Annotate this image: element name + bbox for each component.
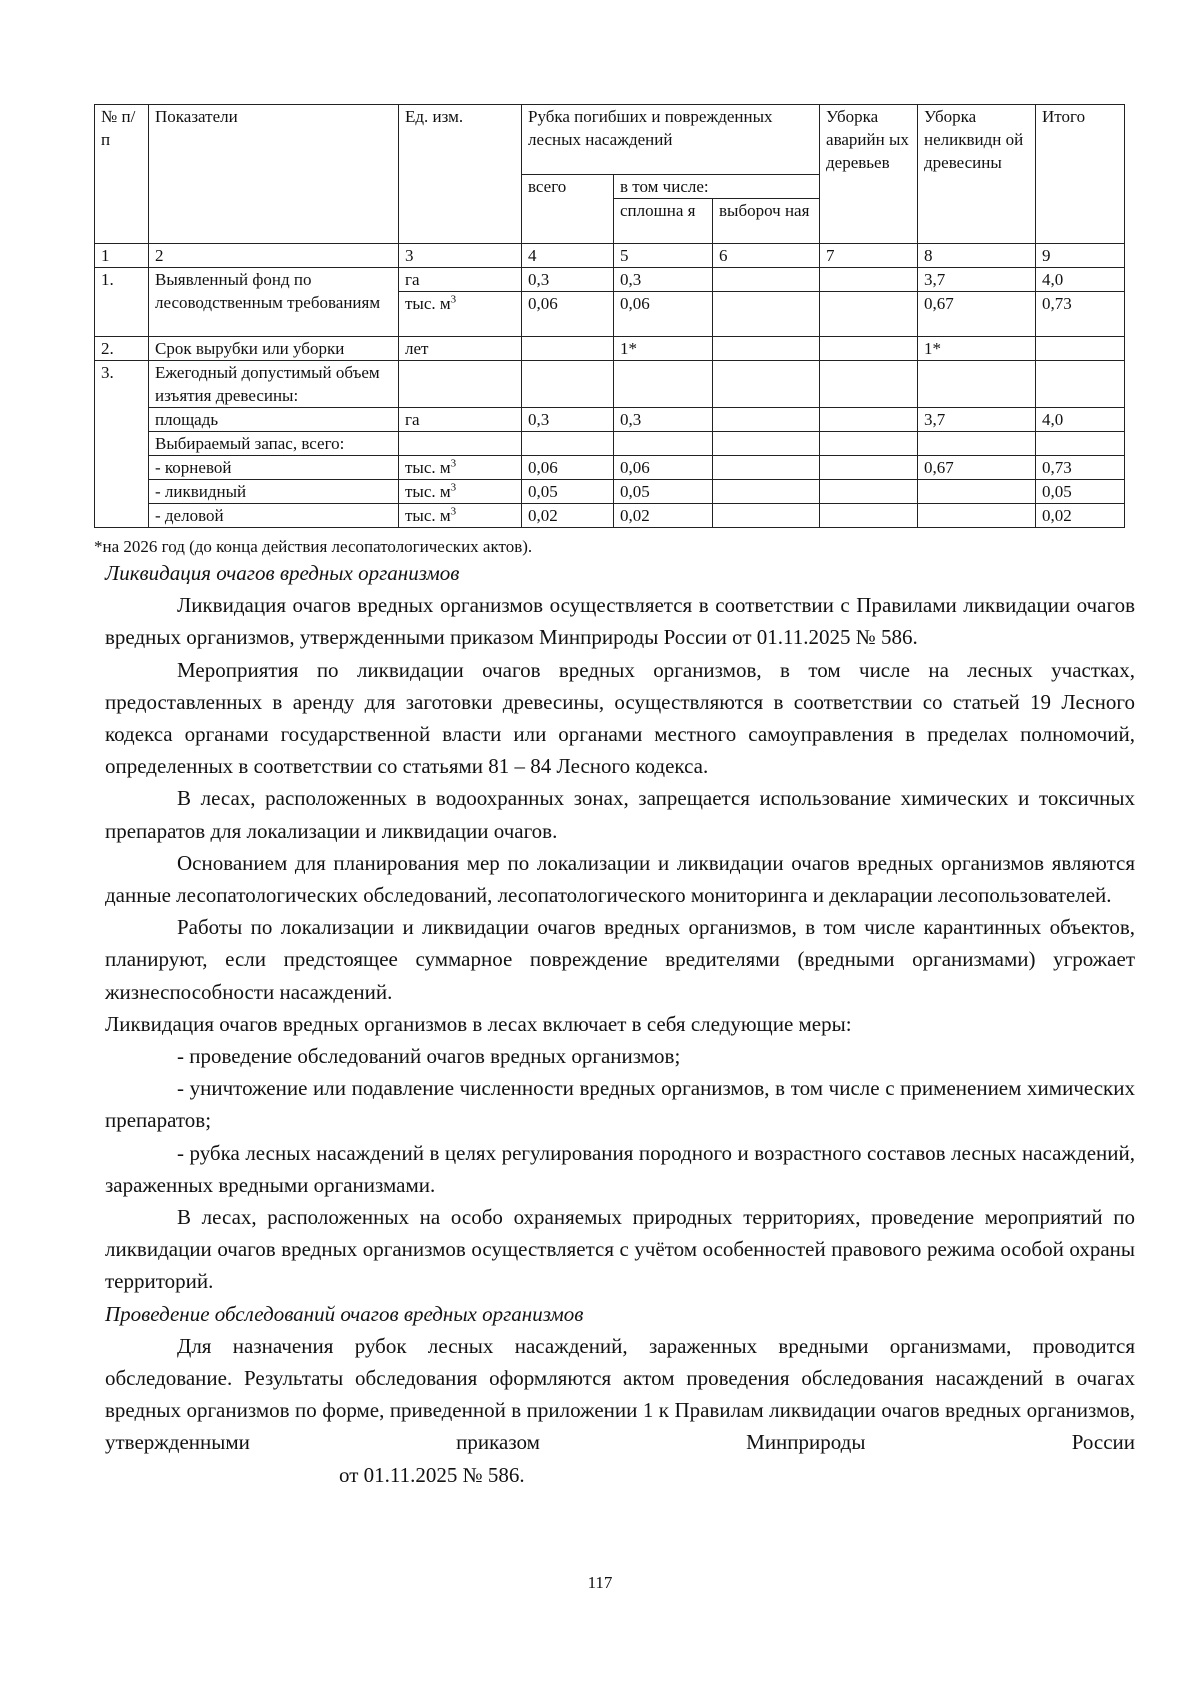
table-cell: 0,02 [1036,504,1125,528]
col-num-cell: 3 [399,244,522,268]
table-cell: 0,73 [1036,292,1125,337]
paragraph-tail: от 01.11.2025 № 586. [339,1462,525,1487]
row-label: Выявленный фонд по лесоводственным требованиям [149,268,399,337]
table-cell: 0,05 [1036,480,1125,504]
list-item: - проведение обследований очагов вредных организмов; [177,1044,681,1069]
col-num-cell: 2 [149,244,399,268]
list-item: - рубка лесных насаждений в целях регулирования породного и возрастного составов лесных насаждений, зараженных вредными организмами. [105,1140,1135,1197]
table-cell [713,337,820,361]
col-num-cell: 6 [713,244,820,268]
paragraph: Основанием для планирования мер по локализации и ликвидации очагов вредных организмов являются данные лесопатологических обследований, лесопатологического мониторинга и декларации лесопользователей. [105,850,1135,908]
table-cell: 0,3 [522,408,614,432]
col-num-cell: 5 [614,244,713,268]
table-cell: 3,7 [918,268,1036,292]
table-cell: 1* [918,337,1036,361]
table-cell [713,408,820,432]
table-cell: 0,67 [918,292,1036,337]
paragraph: Ликвидация очагов вредных организмов осуществляется в соответствии с Правилами ликвидации очагов вредных организмов, утвержденными приказом Минприроды России от 01.11.2025 № 586. [105,593,1135,650]
header-total: всего [522,175,614,244]
row-unit [399,361,522,408]
table-row [95,456,1125,480]
header-num: № п/п [95,105,149,244]
row-label: площадь [149,408,399,432]
table-cell [522,361,614,408]
header-avar: Уборка аварийн ых деревьев [820,105,918,244]
table-cell: 3,7 [918,408,1036,432]
row-unit: лет [399,337,522,361]
table-cell: 0,02 [522,504,614,528]
table-cell [713,456,820,480]
table-cell [1036,432,1125,456]
header-unit: Ед. изм. [399,105,522,244]
section-heading: Ликвидация очагов вредных организмов [105,561,460,585]
table-cell [522,337,614,361]
table-row [95,361,1125,408]
table-cell: 0,3 [522,268,614,292]
table-cell [820,361,918,408]
table-cell: 0,06 [614,292,713,337]
table-cell: 0,06 [522,456,614,480]
table-cell [918,504,1036,528]
table-cell: 0,05 [522,480,614,504]
header-incl: в том числе: [614,175,820,199]
header-indicators: Показатели [149,105,399,244]
row-unit: тыс. $м^3$ [399,480,522,504]
paragraph: Для назначения рубок лесных насаждений, зараженных вредными организмами, проводится обследование. Результаты обследования оформляются актом проведения обследования насаждений в очагах вредных организмов по форме, приведенной в приложении 1 к Правилам ликвидации очагов вредных организмов, утвержденными приказом Минприроды России [105,1333,1135,1455]
table-row [95,337,1125,361]
row-num: 2. [95,337,149,361]
row-unit: га [399,268,522,292]
body-text [105,557,1135,1491]
table-cell: 0,02 [614,504,713,528]
paragraph: Ликвидация очагов вредных организмов в лесах включает в себя следующие меры: [105,1011,852,1036]
table-cell: 0,73 [1036,456,1125,480]
header-nelikv: Уборка неликвидн ой древесины [918,105,1036,244]
table-cell: 0,3 [614,408,713,432]
table-cell [918,432,1036,456]
table-cell: 4,0 [1036,408,1125,432]
table-cell [713,268,820,292]
table-row [95,408,1125,432]
table-footnote: *на 2026 год (до конца действия лесопатологических актов). [94,537,533,556]
table-cell [918,361,1036,408]
row-unit [399,432,522,456]
table-cell: 0,3 [614,268,713,292]
row-label: - ликвидный [149,480,399,504]
table-row [95,432,1125,456]
table-cell [820,408,918,432]
col-num-cell: 1 [95,244,149,268]
header-splosh: сплошна я [614,199,713,244]
table-cell [820,456,918,480]
col-num-cell: 8 [918,244,1036,268]
table-cell [1036,361,1125,408]
table-cell [820,337,918,361]
table-cell [713,504,820,528]
col-num-cell: 7 [820,244,918,268]
table-row [95,480,1125,504]
col-num-cell: 9 [1036,244,1125,268]
col-num-cell: 4 [522,244,614,268]
row-unit: тыс. $м^3$ [399,292,522,337]
list-item: - уничтожение или подавление численности вредных организмов, в том числе с применением химических препаратов; [105,1076,1135,1133]
table-cell: 0,06 [522,292,614,337]
table-cell [713,480,820,504]
paragraph: В лесах, расположенных на особо охраняемых природных территориях, проведение мероприятий по ликвидации очагов вредных организмов осуществляется с учётом особенностей правового режима особой охраны территорий. [105,1205,1135,1294]
table-cell [713,292,820,337]
row-label: - корневой [149,456,399,480]
table-cell [918,480,1036,504]
header-rubka: Рубка погибших и поврежденных лесных насаждений [522,105,820,175]
table-cell [522,432,614,456]
table-cell [820,504,918,528]
table-cell: 0,06 [614,456,713,480]
table-cell [614,361,713,408]
table-cell [820,432,918,456]
row-unit: тыс. $м^3$ [399,504,522,528]
row-unit: га [399,408,522,432]
table-cell [713,432,820,456]
table-cell [820,292,918,337]
column-numbers-row [95,244,1125,268]
section-heading: Проведение обследований очагов вредных организмов [105,1301,584,1326]
forest-fund-table [94,104,1125,528]
row-num: 1. [95,268,149,337]
header-vybor: выбороч ная [713,199,820,244]
table-cell [713,361,820,408]
table-cell: 4,0 [1036,268,1125,292]
row-label: Выбираемый запас, всего: [149,432,399,456]
row-num: 3. [95,361,149,528]
table-cell [820,480,918,504]
header-itogo: Итого [1036,105,1125,244]
paragraph: Работы по локализации и ликвидации очагов вредных организмов, в том числе карантинных объектов, планируют, если предстоящее суммарное повреждение вредителями (вредными организмами) угрожает жизнеспособности насаждений. [105,915,1135,1004]
table-cell [820,268,918,292]
table-cell [614,432,713,456]
row-label: Срок вырубки или уборки [149,337,399,361]
paragraph: Мероприятия по ликвидации очагов вредных организмов, в том числе на лесных участках, предоставленных в аренду для заготовки древесины, осуществляются в соответствии со статьей 19 Лесного кодекса органами государственной власти или органами местного самоуправления в пределах полномочий, определенных в соответствии со статьями 81 – 84 Лесного кодекса. [105,657,1135,779]
row-label: Ежегодный допустимый объем изъятия древесины: [149,361,399,408]
table-cell: 0,67 [918,456,1036,480]
table-row [95,504,1125,528]
paragraph: В лесах, расположенных в водоохранных зонах, запрещается использование химических и токсичных препаратов для локализации и ликвидации очагов. [105,786,1135,843]
table-cell: 1* [614,337,713,361]
page-number: 117 [587,1573,613,1592]
table-cell: 0,05 [614,480,713,504]
row-unit: тыс. $м^3$ [399,456,522,480]
table-row [95,268,1125,292]
table-cell [1036,337,1125,361]
row-label: - деловой [149,504,399,528]
